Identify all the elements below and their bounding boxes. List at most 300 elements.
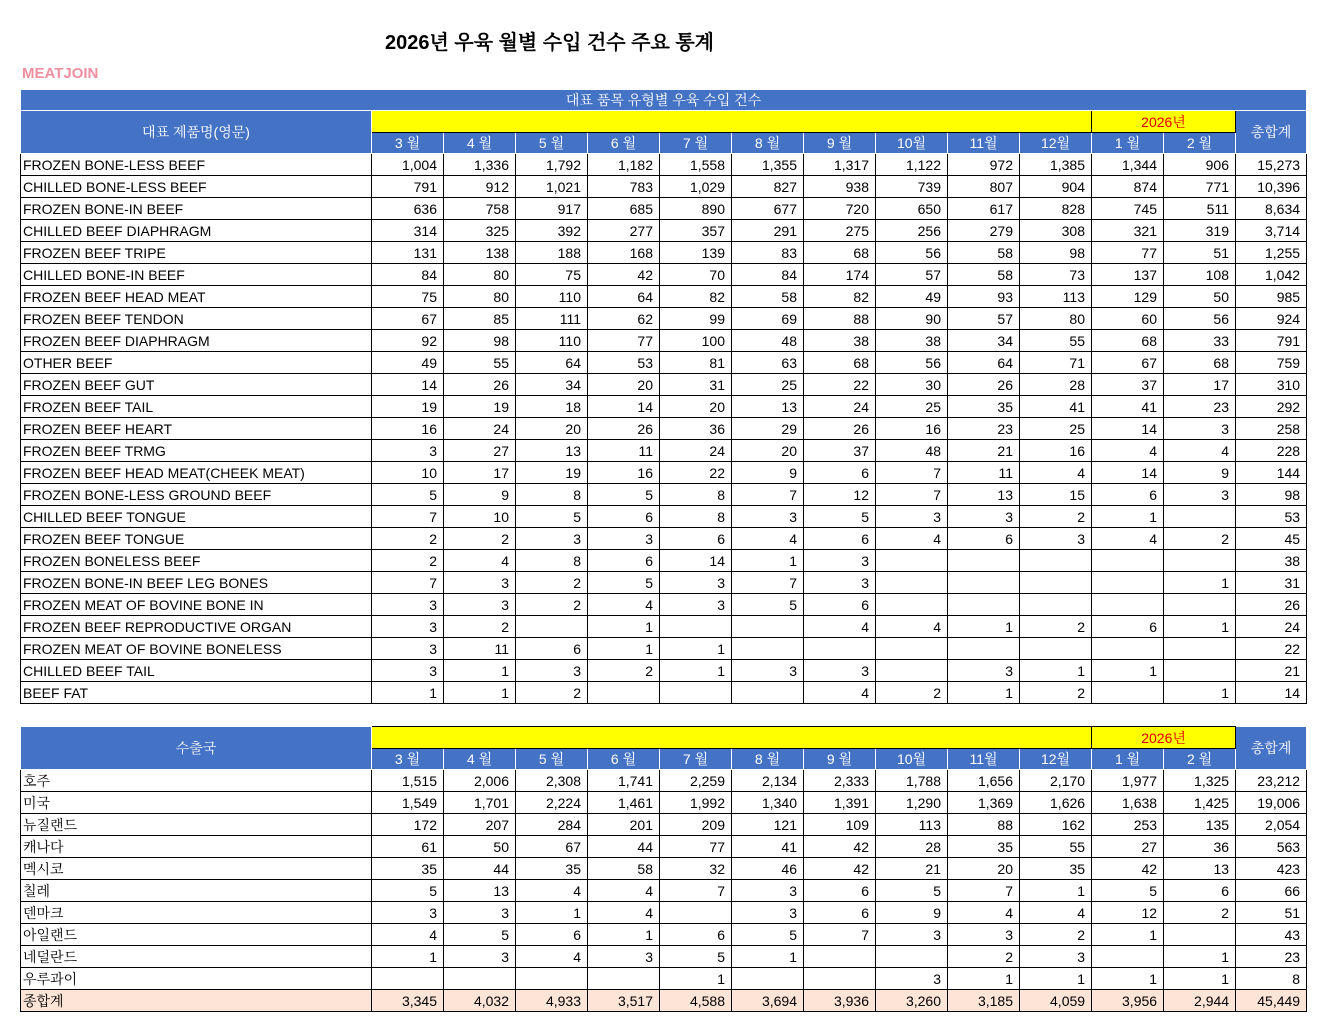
month-value: 24 [804, 396, 876, 418]
month-value: 27 [1092, 836, 1164, 858]
month-value: 3 [660, 594, 732, 616]
month-value: 1,977 [1092, 770, 1164, 792]
month-value: 13 [516, 440, 588, 462]
month-value: 26 [588, 418, 660, 440]
month-value: 99 [660, 308, 732, 330]
row-total: 15,273 [1236, 154, 1307, 176]
month-value: 10 [372, 462, 444, 484]
month-value: 2 [1020, 924, 1092, 946]
month-value: 10 [444, 506, 516, 528]
country-row [21, 814, 1307, 836]
month-value: 41 [732, 836, 804, 858]
month-value: 7 [804, 924, 876, 946]
month-value: 6 [948, 528, 1020, 550]
month-value: 6 [804, 902, 876, 924]
month-value: 16 [588, 462, 660, 484]
month-value: 1 [588, 616, 660, 638]
month-value [588, 968, 660, 990]
row-label: FROZEN BONE-IN BEEF LEG BONES [21, 572, 372, 594]
month-value: 1 [1092, 506, 1164, 528]
month-value: 1,369 [948, 792, 1020, 814]
year-band [372, 111, 1092, 133]
product-row [21, 528, 1307, 550]
month-value: 2 [444, 616, 516, 638]
month-value: 617 [948, 198, 1020, 220]
month-value: 9 [876, 902, 948, 924]
month-header: 9 월 [804, 749, 876, 770]
row-label: CHILLED BONE-IN BEEF [21, 264, 372, 286]
row-label: 아일랜드 [21, 924, 372, 946]
month-value: 110 [516, 286, 588, 308]
row-total: 144 [1236, 462, 1307, 484]
row-label: BEEF FAT [21, 682, 372, 704]
month-value: 912 [444, 176, 516, 198]
month-value: 18 [516, 396, 588, 418]
product-row [21, 374, 1307, 396]
month-value: 3 [876, 968, 948, 990]
row-label: FROZEN BONE-LESS BEEF [21, 154, 372, 176]
month-value [732, 616, 804, 638]
month-value [1020, 638, 1092, 660]
month-value: 50 [1164, 286, 1236, 308]
month-value: 80 [444, 286, 516, 308]
month-value: 88 [804, 308, 876, 330]
month-value: 16 [876, 418, 948, 440]
month-value: 207 [444, 814, 516, 836]
month-value: 49 [876, 286, 948, 308]
month-value: 5 [588, 484, 660, 506]
country-row [21, 792, 1307, 814]
month-value [1020, 594, 1092, 616]
row-label: FROZEN BEEF REPRODUCTIVE ORGAN [21, 616, 372, 638]
month-value [732, 968, 804, 990]
month-value: 3 [1164, 418, 1236, 440]
month-value: 32 [660, 858, 732, 880]
month-value: 3 [444, 572, 516, 594]
month-value: 7 [876, 484, 948, 506]
month-value: 84 [732, 264, 804, 286]
product-row [21, 396, 1307, 418]
month-value: 3 [372, 616, 444, 638]
product-row [21, 462, 1307, 484]
product-row [21, 682, 1307, 704]
month-value: 22 [804, 374, 876, 396]
month-value [804, 968, 876, 990]
month-value: 17 [444, 462, 516, 484]
month-value: 77 [1092, 242, 1164, 264]
month-value: 11 [444, 638, 516, 660]
row-total: 423 [1236, 858, 1307, 880]
month-value: 69 [732, 308, 804, 330]
row-total: 23,212 [1236, 770, 1307, 792]
month-value [1092, 550, 1164, 572]
month-value: 511 [1164, 198, 1236, 220]
row-label: OTHER BEEF [21, 352, 372, 374]
month-value: 3 [732, 660, 804, 682]
month-value: 4 [1020, 902, 1092, 924]
row-label: CHILLED BONE-LESS BEEF [21, 176, 372, 198]
month-header: 1 월 [1092, 133, 1164, 154]
month-value [516, 968, 588, 990]
month-value [1092, 946, 1164, 968]
country-row [21, 770, 1307, 792]
month-value: 2 [372, 528, 444, 550]
month-value: 6 [660, 924, 732, 946]
month-value: 162 [1020, 814, 1092, 836]
month-value: 92 [372, 330, 444, 352]
product-row [21, 352, 1307, 374]
month-value [1164, 924, 1236, 946]
month-value: 172 [372, 814, 444, 836]
row-label: FROZEN BEEF DIAPHRAGM [21, 330, 372, 352]
month-value: 34 [516, 374, 588, 396]
month-header: 7 월 [660, 133, 732, 154]
month-value: 93 [948, 286, 1020, 308]
month-value: 3 [876, 506, 948, 528]
month-value: 22 [660, 462, 732, 484]
row-total: 51 [1236, 902, 1307, 924]
month-value [1164, 550, 1236, 572]
month-value: 284 [516, 814, 588, 836]
month-value: 2 [516, 572, 588, 594]
product-row [21, 264, 1307, 286]
month-header: 1 월 [1092, 749, 1164, 770]
month-value [948, 594, 1020, 616]
month-header: 5 월 [516, 749, 588, 770]
row-total: 31 [1236, 572, 1307, 594]
row-label: FROZEN BEEF TRIPE [21, 242, 372, 264]
month-value: 68 [804, 352, 876, 374]
month-value: 3 [372, 660, 444, 682]
month-header: 9 월 [804, 133, 876, 154]
row-label: 우루과이 [21, 968, 372, 990]
grand-total-row [21, 990, 1307, 1012]
row-total: 228 [1236, 440, 1307, 462]
month-value: 1 [660, 968, 732, 990]
month-value: 174 [804, 264, 876, 286]
table-banner: 대표 품목 유형별 우육 수입 건수 [21, 90, 1307, 111]
row-total: 22 [1236, 638, 1307, 660]
meatjoin-logo: MEATJOIN [22, 65, 99, 82]
month-value: 1 [1164, 682, 1236, 704]
month-value: 4 [804, 682, 876, 704]
product-row [21, 242, 1307, 264]
month-value: 20 [948, 858, 1020, 880]
product-row [21, 154, 1307, 176]
month-value: 137 [1092, 264, 1164, 286]
month-header: 8 월 [732, 749, 804, 770]
month-value: 807 [948, 176, 1020, 198]
month-value: 1,626 [1020, 792, 1092, 814]
month-value: 121 [732, 814, 804, 836]
row-total: 66 [1236, 880, 1307, 902]
product-row [21, 550, 1307, 572]
month-value: 1,549 [372, 792, 444, 814]
month-value: 3 [444, 594, 516, 616]
month-value: 827 [732, 176, 804, 198]
row-total: 2,054 [1236, 814, 1307, 836]
month-value: 48 [732, 330, 804, 352]
month-value [1020, 572, 1092, 594]
month-value [948, 572, 1020, 594]
month-value [876, 550, 948, 572]
row-total: 3,714 [1236, 220, 1307, 242]
month-value: 8 [660, 506, 732, 528]
month-value: 7 [876, 462, 948, 484]
month-value: 98 [444, 330, 516, 352]
month-value: 1,021 [516, 176, 588, 198]
month-value: 3 [1020, 528, 1092, 550]
row-label: CHILLED BEEF DIAPHRAGM [21, 220, 372, 242]
month-value: 42 [804, 858, 876, 880]
month-value: 874 [1092, 176, 1164, 198]
month-value: 321 [1092, 220, 1164, 242]
month-value: 64 [948, 352, 1020, 374]
row-label: FROZEN BONELESS BEEF [21, 550, 372, 572]
month-value: 890 [660, 198, 732, 220]
product-import-table [20, 89, 1307, 704]
country-rows [21, 770, 1307, 1012]
product-row [21, 198, 1307, 220]
row-total: 10,396 [1236, 176, 1307, 198]
month-value: 4 [516, 946, 588, 968]
month-value: 67 [516, 836, 588, 858]
month-value: 24 [660, 440, 732, 462]
month-value: 392 [516, 220, 588, 242]
month-value: 791 [372, 176, 444, 198]
month-value: 1,992 [660, 792, 732, 814]
month-value: 2 [876, 682, 948, 704]
row-label: FROZEN MEAT OF BOVINE BONELESS [21, 638, 372, 660]
month-value: 2 [1164, 902, 1236, 924]
month-value: 2 [1020, 682, 1092, 704]
month-value: 68 [804, 242, 876, 264]
month-value: 1,004 [372, 154, 444, 176]
year-label: 2026년 [1092, 727, 1236, 749]
month-value: 14 [588, 396, 660, 418]
month-value: 80 [1020, 308, 1092, 330]
row-total: 45 [1236, 528, 1307, 550]
product-row [21, 418, 1307, 440]
product-row [21, 308, 1307, 330]
row-label: FROZEN BEEF TAIL [21, 396, 372, 418]
row-label: FROZEN BEEF TENDON [21, 308, 372, 330]
month-header: 3 월 [372, 133, 444, 154]
country-row [21, 858, 1307, 880]
month-value: 3,694 [732, 990, 804, 1012]
month-value: 4 [1092, 528, 1164, 550]
month-value: 3 [876, 924, 948, 946]
month-value: 4 [588, 880, 660, 902]
month-value: 35 [948, 836, 1020, 858]
month-value: 1 [372, 946, 444, 968]
month-value: 168 [588, 242, 660, 264]
month-value: 17 [1164, 374, 1236, 396]
month-value: 3,956 [1092, 990, 1164, 1012]
month-value: 44 [444, 858, 516, 880]
row-label: 캐나다 [21, 836, 372, 858]
month-value: 4 [588, 594, 660, 616]
month-value: 5 [732, 594, 804, 616]
month-value: 42 [588, 264, 660, 286]
month-value: 720 [804, 198, 876, 220]
month-value [876, 946, 948, 968]
month-value: 3 [804, 572, 876, 594]
month-value: 90 [876, 308, 948, 330]
month-value: 357 [660, 220, 732, 242]
month-value: 12 [804, 484, 876, 506]
month-value: 58 [732, 286, 804, 308]
month-value: 25 [732, 374, 804, 396]
month-value: 4 [804, 616, 876, 638]
month-value: 6 [1092, 484, 1164, 506]
month-value: 3 [372, 594, 444, 616]
month-value: 314 [372, 220, 444, 242]
month-value: 745 [1092, 198, 1164, 220]
month-value: 1 [1092, 968, 1164, 990]
month-value: 4 [1164, 440, 1236, 462]
month-value: 1,701 [444, 792, 516, 814]
month-value: 3,185 [948, 990, 1020, 1012]
row-total: 19,006 [1236, 792, 1307, 814]
month-value [948, 638, 1020, 660]
month-value: 6 [804, 462, 876, 484]
month-value: 1,290 [876, 792, 948, 814]
month-value: 63 [732, 352, 804, 374]
month-value: 85 [444, 308, 516, 330]
month-value: 7 [372, 506, 444, 528]
month-value: 56 [1164, 308, 1236, 330]
month-value: 68 [1164, 352, 1236, 374]
month-value: 75 [516, 264, 588, 286]
country-row [21, 836, 1307, 858]
month-value: 5 [876, 880, 948, 902]
product-row [21, 616, 1307, 638]
row-total: 23 [1236, 946, 1307, 968]
month-value: 61 [372, 836, 444, 858]
country-row [21, 880, 1307, 902]
month-value: 1 [516, 902, 588, 924]
month-value: 3 [1164, 484, 1236, 506]
month-value: 71 [1020, 352, 1092, 374]
month-value: 201 [588, 814, 660, 836]
month-value: 1,792 [516, 154, 588, 176]
month-value: 1,638 [1092, 792, 1164, 814]
month-header: 12월 [1020, 133, 1092, 154]
month-value: 938 [804, 176, 876, 198]
month-value [876, 572, 948, 594]
month-value [876, 638, 948, 660]
month-value: 3 [1020, 946, 1092, 968]
month-value: 110 [516, 330, 588, 352]
month-value: 38 [804, 330, 876, 352]
month-value [1164, 594, 1236, 616]
row-label: 칠레 [21, 880, 372, 902]
month-value: 6 [804, 528, 876, 550]
month-value: 2,170 [1020, 770, 1092, 792]
row-total: 8 [1236, 968, 1307, 990]
month-value [1164, 660, 1236, 682]
month-value: 2 [516, 594, 588, 616]
month-value: 129 [1092, 286, 1164, 308]
row-total: 791 [1236, 330, 1307, 352]
row-label: 호주 [21, 770, 372, 792]
month-value: 3 [372, 902, 444, 924]
row-total: 14 [1236, 682, 1307, 704]
month-value: 1 [1020, 660, 1092, 682]
month-value: 3 [372, 440, 444, 462]
row-total: 26 [1236, 594, 1307, 616]
month-header: 6 월 [588, 133, 660, 154]
month-value: 26 [444, 374, 516, 396]
month-value: 6 [660, 528, 732, 550]
month-value: 828 [1020, 198, 1092, 220]
month-value: 35 [372, 858, 444, 880]
month-value: 6 [588, 550, 660, 572]
month-value [1092, 638, 1164, 660]
month-value: 67 [372, 308, 444, 330]
month-value: 6 [804, 594, 876, 616]
month-value: 904 [1020, 176, 1092, 198]
month-value: 1 [1020, 968, 1092, 990]
month-value: 1,656 [948, 770, 1020, 792]
total-header: 총합계 [1236, 727, 1307, 770]
row-label: FROZEN BONE-LESS GROUND BEEF [21, 484, 372, 506]
month-value: 35 [948, 396, 1020, 418]
month-value: 4 [876, 528, 948, 550]
month-value: 7 [948, 880, 1020, 902]
month-value: 6 [804, 880, 876, 902]
month-value: 1,425 [1164, 792, 1236, 814]
month-value: 1 [1164, 946, 1236, 968]
month-value: 3 [732, 506, 804, 528]
row-total: 38 [1236, 550, 1307, 572]
month-value: 9 [1164, 462, 1236, 484]
month-value [876, 594, 948, 616]
row-label: FROZEN BEEF GUT [21, 374, 372, 396]
month-value: 3 [804, 550, 876, 572]
month-value: 1 [588, 924, 660, 946]
month-value: 3 [516, 660, 588, 682]
month-value: 1 [1164, 572, 1236, 594]
month-header: 4 월 [444, 133, 516, 154]
month-value: 70 [660, 264, 732, 286]
month-value: 636 [372, 198, 444, 220]
month-value: 11 [588, 440, 660, 462]
month-value: 1,336 [444, 154, 516, 176]
month-value: 4 [588, 902, 660, 924]
month-value: 25 [876, 396, 948, 418]
month-value: 1 [1092, 924, 1164, 946]
row-total: 45,449 [1236, 990, 1307, 1012]
month-value: 1,182 [588, 154, 660, 176]
month-value: 783 [588, 176, 660, 198]
month-value: 4 [948, 902, 1020, 924]
month-value: 48 [876, 440, 948, 462]
product-row [21, 440, 1307, 462]
month-value: 1 [660, 638, 732, 660]
total-header: 총합계 [1236, 111, 1307, 154]
month-value: 1 [948, 682, 1020, 704]
month-value: 37 [1092, 374, 1164, 396]
month-value: 68 [1092, 330, 1164, 352]
month-value: 3 [732, 880, 804, 902]
month-value: 49 [372, 352, 444, 374]
month-value: 23 [1164, 396, 1236, 418]
month-value: 275 [804, 220, 876, 242]
month-value: 9 [444, 484, 516, 506]
month-value: 8 [516, 550, 588, 572]
